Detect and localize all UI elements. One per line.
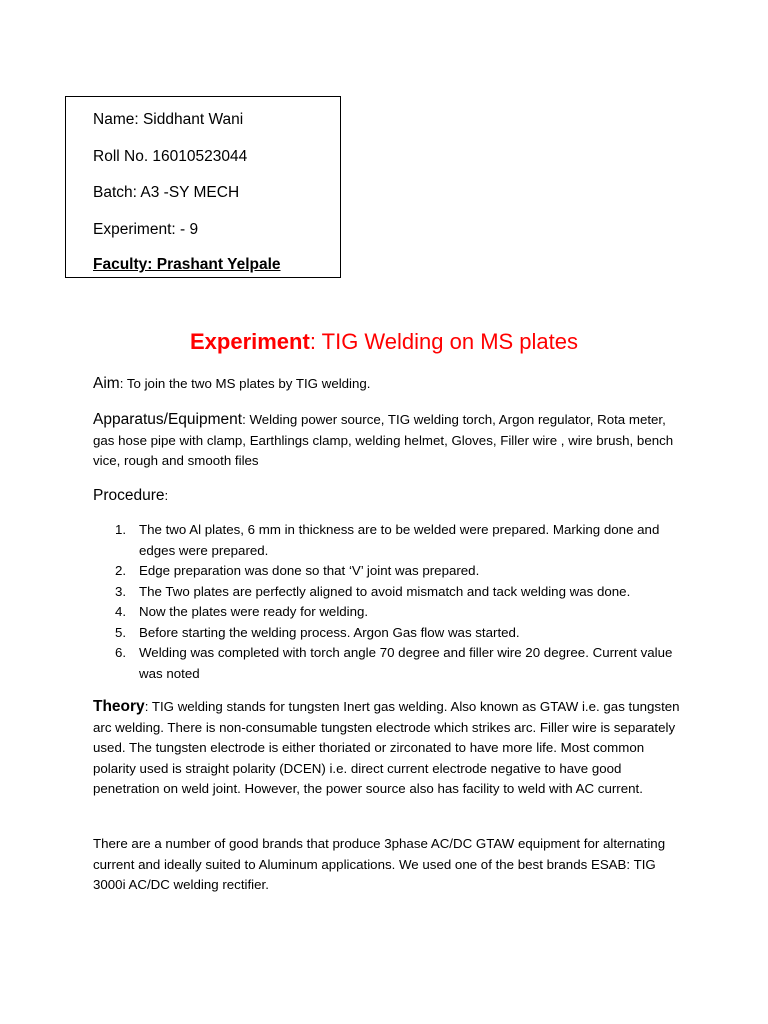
list-item-number: 3. [115,583,127,599]
student-name: Name: Siddhant Wani [93,111,244,128]
list-item [93,623,683,644]
list-item-text: Edge preparation was done so that ‘V’ joint was prepared. [139,563,480,578]
list-item-text: Welding was completed with torch angle 70 degree and filler wire 20 degree. Current value was noted [139,645,673,681]
aim-heading: Aim [93,375,120,392]
theory-heading: Theory [93,698,145,715]
theory-section [93,697,683,800]
batch-text: Batch: A3 -SY MECH [93,184,240,201]
list-item [93,582,683,603]
student-info-box [65,96,341,278]
list-item-text: The two Al plates, 6 mm in thickness are to be welded were prepared. Marking done and edges were prepared. [139,522,660,558]
list-item-text: The Two plates are perfectly aligned to avoid mismatch and tack welding was done. [139,583,631,599]
roll-number: Roll No. 16010523044 [93,148,248,165]
batch [93,184,239,202]
title-label: Experiment [189,329,310,354]
list-item [93,643,683,684]
brands-paragraph: There are a number of good brands that produce 3phase AC/DC GTAW equipment for alternating current and ideally suited to Aluminum applications. We used one of the best brands ESAB: TIG 3000i AC/DC welding rectifier. [93,836,666,892]
procedure-colon: : [164,488,169,503]
title-text: : TIG Welding on MS plates [309,329,579,354]
list-item-number: 1. [115,522,127,537]
apparatus-text: : Welding power source, TIG welding torch, Argon regulator, Rota meter, gas hose pipe with clamp, Earthlings clamp, welding helmet, Gloves, Filler wire , wire brush, bench vice, rough and smooth files [93,412,674,468]
theory-text: : TIG welding stands for tungsten Inert gas welding. Also known as GTAW i.e. gas tungsten arc welding. There is non-consumable tungsten electrode which strikes arc. Filler wire is separately used. The tungsten electrode is either thoriated or zirconated to have more life. Most common polarity used is straight polarity (DCEN) i.e. direct current electrode negative to have good penetration on weld joint. However, the power source also has facility to weld with AC current. [93,699,680,796]
procedure-heading: Procedure [93,487,165,504]
aim-section [93,374,683,395]
list-item-number: 2. [115,563,127,578]
list-item [93,602,683,623]
list-item-number: 5. [115,624,127,640]
apparatus-section [93,410,683,472]
list-item-number: 4. [115,604,127,619]
list-item-number: 6. [115,645,127,660]
page-title [0,328,768,356]
experiment-number: Experiment: - 9 [93,221,199,238]
apparatus-heading: Apparatus/Equipment [93,411,243,428]
list-item [93,561,683,582]
faculty-name: Faculty: Prashant Yelpale [93,256,281,273]
list-item-text: Now the plates were ready for welding. [139,604,369,619]
list-item [93,520,683,561]
aim-text: : To join the two MS plates by TIG welding. [119,376,371,391]
list-item-text: Before starting the welding process. Argon Gas flow was started. [139,624,520,640]
procedure-section-heading [93,486,683,507]
procedure-list [93,520,683,684]
